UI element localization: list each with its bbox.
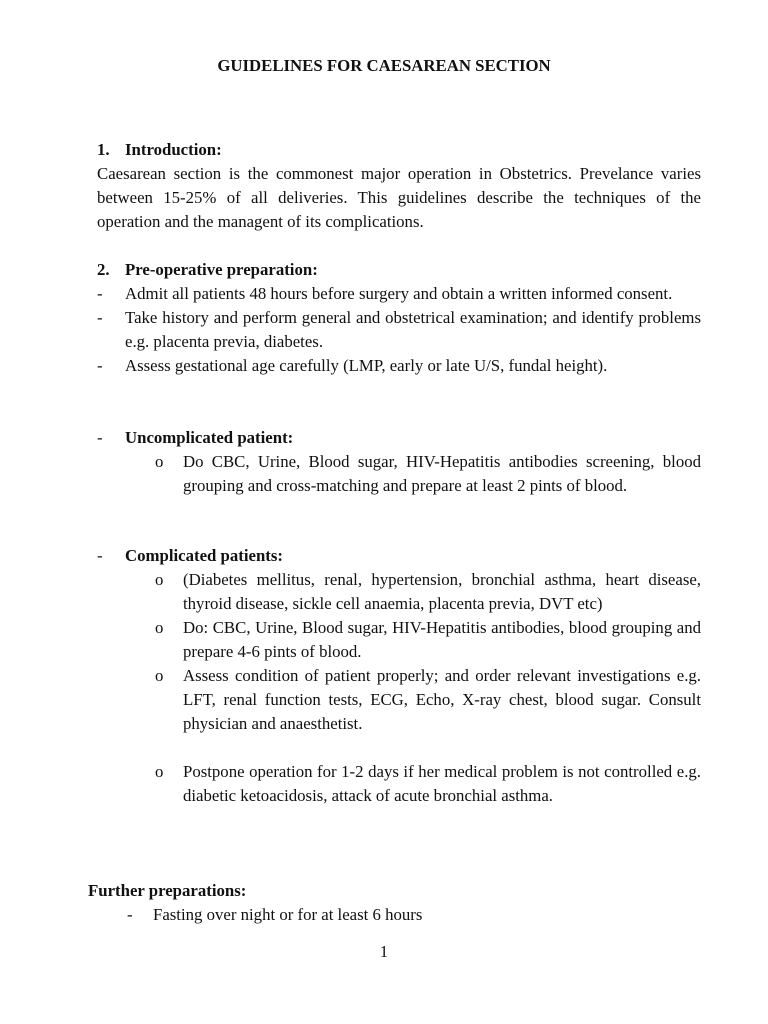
- uncomplicated-heading-row: [97, 426, 701, 450]
- preop-item-2: Take history and perform general and obstetrical examination; and identify problems e.g. placenta previa, diabetes.: [125, 308, 701, 351]
- complicated-heading: Complicated patients:: [125, 546, 284, 565]
- list-item: [97, 306, 701, 354]
- section-uncomplicated: [97, 426, 701, 498]
- preop-heading-text: Pre-operative preparation:: [125, 260, 318, 279]
- list-item: [97, 616, 701, 664]
- complicated-item-2: Do: CBC, Urine, Blood sugar, HIV-Hepatitis antibodies, blood grouping and prepare 4-6 pints of blood.: [183, 618, 701, 661]
- dash-marker: -: [97, 284, 103, 303]
- intro-paragraph: Caesarean section is the commonest major operation in Obstetrics. Prevelance varies between 15-25% of all deliveries. This guidelines describe the techniques of the operation and the managent of its complications.: [97, 164, 701, 231]
- list-item: [97, 568, 701, 616]
- intro-heading-text: Introduction:: [125, 140, 222, 159]
- preop-heading: [97, 258, 701, 282]
- intro-heading: [97, 138, 701, 162]
- circle-bullet-icon: o: [155, 618, 164, 637]
- list-item: [97, 664, 701, 736]
- section-complicated: [97, 544, 701, 808]
- dash-marker: -: [97, 428, 103, 447]
- preop-number: 2.: [97, 260, 110, 279]
- list-item: [97, 282, 701, 306]
- section-preop: [97, 258, 701, 378]
- circle-bullet-icon: o: [155, 762, 164, 781]
- dash-marker: -: [97, 356, 103, 375]
- page-number: 1: [379, 942, 389, 961]
- further-preparations-heading: Further preparations:: [88, 881, 247, 900]
- section-introduction: [97, 138, 701, 234]
- list-item: [97, 450, 701, 498]
- dash-marker: -: [97, 546, 103, 565]
- uncomplicated-heading: Uncomplicated patient:: [125, 428, 294, 447]
- list-item: [127, 903, 701, 927]
- document-title: GUIDELINES FOR CAESAREAN SECTION: [217, 56, 551, 75]
- uncomplicated-item-1: Do CBC, Urine, Blood sugar, HIV-Hepatitis antibodies screening, blood grouping and cross-matching and prepare at least 2 pints of blood.: [183, 452, 701, 495]
- intro-number: 1.: [97, 140, 110, 159]
- preop-item-3: Assess gestational age carefully (LMP, early or late U/S, fundal height).: [125, 356, 608, 375]
- further-item-1: Fasting over night or for at least 6 hours: [153, 905, 423, 924]
- circle-bullet-icon: o: [155, 570, 164, 589]
- complicated-item-4: Postpone operation for 1-2 days if her medical problem is not controlled e.g. diabetic ketoacidosis, attack of acute bronchial asthma.: [183, 762, 701, 805]
- list-item: [97, 354, 701, 378]
- spacer: [97, 736, 701, 760]
- list-item: [97, 760, 701, 808]
- complicated-heading-row: [97, 544, 701, 568]
- circle-bullet-icon: o: [155, 666, 164, 685]
- circle-bullet-icon: o: [155, 452, 164, 471]
- complicated-item-1: (Diabetes mellitus, renal, hypertension, bronchial asthma, heart disease, thyroid disease, sickle cell anaemia, placenta previa, DVT etc): [183, 570, 701, 613]
- dash-marker: -: [127, 905, 133, 924]
- complicated-item-3: Assess condition of patient properly; and order relevant investigations e.g. LFT, renal function tests, ECG, Echo, X-ray chest, blood sugar. Consult physician and anaesthetist.: [183, 666, 701, 733]
- preop-item-1: Admit all patients 48 hours before surgery and obtain a written informed consent.: [125, 284, 673, 303]
- dash-marker: -: [97, 308, 103, 327]
